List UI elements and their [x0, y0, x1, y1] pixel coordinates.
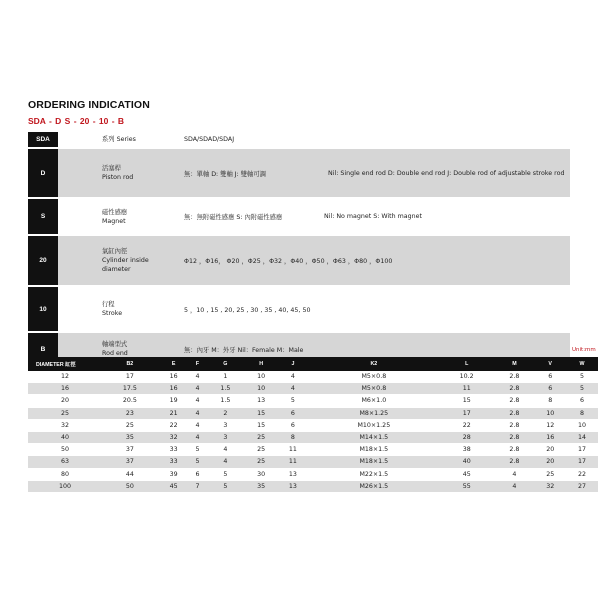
table-cell: M6×1.0 [309, 395, 439, 407]
diameter-cell: 12 [28, 371, 102, 383]
table-cell: 15 [439, 395, 495, 407]
table-cell: M10×1.25 [309, 419, 439, 431]
table-cell: 3 [205, 431, 245, 443]
table-cell: 5 [205, 480, 245, 492]
table-cell: 10 [245, 371, 277, 383]
table-cell: 2.8 [495, 371, 535, 383]
spec-key: B [28, 333, 58, 365]
table-cell: 45 [439, 468, 495, 480]
table-cell: 2.8 [495, 444, 535, 456]
table-cell: 25 [102, 419, 158, 431]
spec-key: S [28, 199, 58, 234]
table-cell: 11 [439, 383, 495, 395]
table-cell: 22 [439, 419, 495, 431]
spec-desc: SDA/SDAD/SDAJ [184, 136, 235, 143]
table-cell: 17 [566, 456, 598, 468]
col-header: F [190, 357, 206, 371]
col-header: G [205, 357, 245, 371]
table-cell: 12 [534, 419, 566, 431]
table-cell: 6 [534, 383, 566, 395]
table-cell: 11 [277, 444, 309, 456]
spec-label-zh: 磁性感應 [102, 208, 128, 216]
table-cell: 35 [102, 431, 158, 443]
table-cell: 4 [277, 371, 309, 383]
table-cell: 10 [534, 407, 566, 419]
spec-key: 10 [28, 287, 58, 331]
table-cell: 4 [190, 395, 206, 407]
page-title: ORDERING INDICATION [28, 99, 150, 111]
table-cell: 8 [566, 407, 598, 419]
table-cell: M18×1.5 [309, 444, 439, 456]
spec-row-piston-rod [28, 147, 570, 197]
table-cell: 4 [277, 383, 309, 395]
table-cell: 8 [534, 395, 566, 407]
spec-desc-en: Nil: No magnet S: With magnet [324, 213, 422, 220]
dimension-table [28, 357, 598, 493]
table-cell: 4 [190, 407, 206, 419]
table-cell: 45 [158, 480, 190, 492]
table-row [28, 419, 598, 431]
ordering-spec-table [28, 132, 570, 365]
table-cell: 2.8 [495, 419, 535, 431]
table-cell: 13 [277, 468, 309, 480]
table-cell: 4 [205, 456, 245, 468]
table-cell: 8 [277, 431, 309, 443]
table-cell: 6 [277, 407, 309, 419]
diameter-cell: 32 [28, 419, 102, 431]
table-cell: 25 [245, 456, 277, 468]
table-cell: 2.8 [495, 407, 535, 419]
table-cell: 55 [439, 480, 495, 492]
col-header: J [277, 357, 309, 371]
table-cell: 6 [190, 468, 206, 480]
table-row [28, 395, 598, 407]
table-cell: 2.8 [495, 383, 535, 395]
table-cell: 35 [245, 480, 277, 492]
table-row [28, 383, 598, 395]
table-cell: 40 [439, 456, 495, 468]
col-header: L [439, 357, 495, 371]
table-cell: 39 [158, 468, 190, 480]
table-cell: 5 [190, 444, 206, 456]
table-cell: 22 [566, 468, 598, 480]
table-row [28, 371, 598, 383]
spec-key: 20 [28, 236, 58, 285]
diameter-cell: 25 [28, 407, 102, 419]
table-cell: M8×1.25 [309, 407, 439, 419]
table-cell: 4 [190, 431, 206, 443]
col-header: DIAMETER 缸徑 [28, 357, 102, 371]
table-cell: 5 [566, 371, 598, 383]
spec-label-en: Cylinder inside diameter [102, 257, 149, 273]
table-cell: 25 [534, 468, 566, 480]
col-header: K2 [309, 357, 439, 371]
table-cell: 4 [190, 371, 206, 383]
table-cell: 2.8 [495, 395, 535, 407]
table-cell: 5 [277, 395, 309, 407]
table-cell: 25 [245, 431, 277, 443]
table-cell: 5 [205, 468, 245, 480]
table-cell: 37 [102, 444, 158, 456]
spec-row-stroke [28, 285, 570, 331]
spec-label-zh: 氣缸內徑 [102, 248, 128, 255]
spec-label-zh: 行程 [102, 301, 115, 308]
spec-label-zh: 活塞桿 [102, 165, 121, 172]
table-cell: 32 [158, 431, 190, 443]
table-cell: 5 [190, 456, 206, 468]
unit-label: Unit:mm [572, 347, 596, 353]
spec-label-en: Stroke [102, 310, 123, 317]
spec-row-series [28, 132, 570, 147]
table-cell: 19 [158, 395, 190, 407]
table-cell: 4 [205, 444, 245, 456]
spec-key: SDA [28, 132, 58, 147]
table-cell: 15 [245, 407, 277, 419]
table-cell: 50 [102, 480, 158, 492]
col-header: V [534, 357, 566, 371]
table-cell: 33 [158, 444, 190, 456]
col-header: B2 [102, 357, 158, 371]
col-header: M [495, 357, 535, 371]
spec-desc: 無：內牙 M：外牙 Nil：Female M：Male [184, 346, 304, 354]
table-cell: 1 [205, 371, 245, 383]
table-cell: 17.5 [102, 383, 158, 395]
table-cell: 2.8 [495, 456, 535, 468]
table-cell: 2.8 [495, 431, 535, 443]
table-cell: 6 [277, 419, 309, 431]
dimension-header-row [28, 357, 598, 371]
table-cell: 1.5 [205, 383, 245, 395]
table-cell: 14 [566, 431, 598, 443]
table-cell: 20 [534, 444, 566, 456]
diameter-cell: 16 [28, 383, 102, 395]
col-header: E [158, 357, 190, 371]
table-cell: 16 [534, 431, 566, 443]
table-row [28, 407, 598, 419]
table-cell: 15 [245, 419, 277, 431]
spec-label-en: Rod end [102, 350, 128, 357]
table-row [28, 431, 598, 443]
table-cell: 10 [245, 383, 277, 395]
table-cell: 10.2 [439, 371, 495, 383]
table-cell: 37 [102, 456, 158, 468]
table-cell: 16 [158, 371, 190, 383]
table-cell: M22×1.5 [309, 468, 439, 480]
table-cell: 4 [190, 419, 206, 431]
table-cell: 11 [277, 456, 309, 468]
table-cell: 16 [158, 383, 190, 395]
table-cell: 32 [534, 480, 566, 492]
table-cell: 6 [534, 371, 566, 383]
spec-desc: 5 ，10 , 15 , 20, 25 , 30 , 35 , 40, 45, 50 [184, 306, 311, 314]
ordering-code: SDA - D S - 20 - 10 - B [28, 116, 125, 126]
table-cell: 21 [158, 407, 190, 419]
table-cell: 33 [158, 456, 190, 468]
table-cell: 13 [277, 480, 309, 492]
spec-desc-en: Nil: Single end rod D: Double end rod J: Double rod of adjustable stroke rod [328, 169, 565, 177]
diameter-cell: 80 [28, 468, 102, 480]
col-header: H [245, 357, 277, 371]
table-cell: 4 [190, 383, 206, 395]
table-cell: 17 [102, 371, 158, 383]
spec-row-bore [28, 234, 570, 285]
spec-label-en: Piston rod [102, 174, 134, 181]
table-row [28, 456, 598, 468]
table-cell: 5 [566, 383, 598, 395]
diameter-cell: 50 [28, 444, 102, 456]
table-cell: 1.5 [205, 395, 245, 407]
table-cell: 38 [439, 444, 495, 456]
col-header: W [566, 357, 598, 371]
spec-row-magnet [28, 197, 570, 234]
table-cell: 20 [534, 456, 566, 468]
table-cell: 2 [205, 407, 245, 419]
spec-key: D [28, 149, 58, 197]
spec-label-zh: 軸端型式 [102, 341, 128, 348]
table-cell: 22 [158, 419, 190, 431]
table-cell: 23 [102, 407, 158, 419]
table-cell: 6 [566, 395, 598, 407]
diameter-cell: 20 [28, 395, 102, 407]
spec-desc: 無：無附磁性感應 S: 內附磁性感應 [184, 214, 283, 221]
spec-label: 系列 Series [102, 136, 136, 143]
table-cell: M18×1.5 [309, 456, 439, 468]
table-cell: 17 [566, 444, 598, 456]
table-cell: 28 [439, 431, 495, 443]
spec-desc: Φ12 ，Φ16， Φ20 ，Φ25 ，Φ32 ，Φ40 ，Φ50 ，Φ63 ，Φ80 ，Φ100 [184, 258, 393, 265]
table-cell: M14×1.5 [309, 431, 439, 443]
table-cell: 7 [190, 480, 206, 492]
table-row [28, 468, 598, 480]
table-cell: 13 [245, 395, 277, 407]
table-cell: 44 [102, 468, 158, 480]
table-row [28, 480, 598, 492]
table-cell: 10 [566, 419, 598, 431]
table-cell: 4 [495, 468, 535, 480]
table-row [28, 444, 598, 456]
table-cell: 25 [245, 444, 277, 456]
table-cell: 4 [495, 480, 535, 492]
spec-label-en: Magnet [102, 217, 126, 225]
table-cell: M5×0.8 [309, 371, 439, 383]
spec-desc: 無：單軸 D: 雙軸 J: 雙軸可調 [184, 170, 266, 178]
table-cell: 3 [205, 419, 245, 431]
table-cell: M26×1.5 [309, 480, 439, 492]
table-cell: 30 [245, 468, 277, 480]
table-cell: M5×0.8 [309, 383, 439, 395]
diameter-cell: 63 [28, 456, 102, 468]
table-cell: 17 [439, 407, 495, 419]
table-cell: 27 [566, 480, 598, 492]
table-cell: 20.5 [102, 395, 158, 407]
diameter-cell: 100 [28, 480, 102, 492]
diameter-cell: 40 [28, 431, 102, 443]
